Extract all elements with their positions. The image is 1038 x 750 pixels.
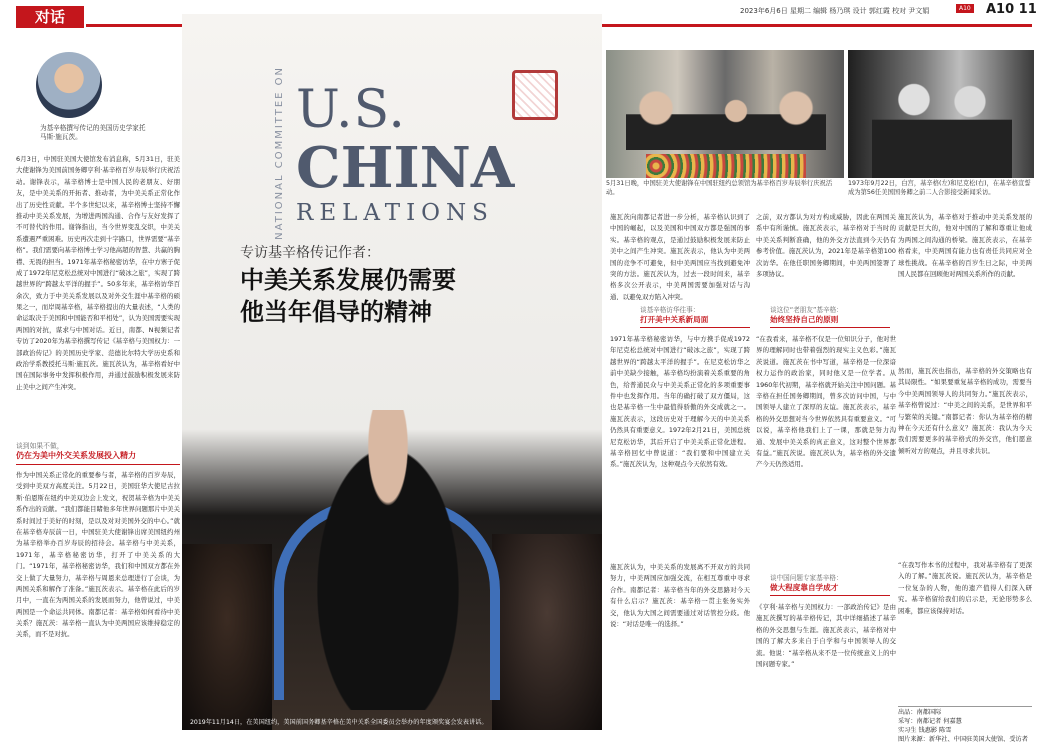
vertical-banner-text: NATIONAL COMMITTEE ON <box>274 66 285 240</box>
col3-paragraph-1: 之前，双方都认为对方构成威胁，因此在两国关系中有所谨慎。施瓦茨表示，基辛格对于当时的中美关系判断准确，他的外交方法直到今天仍有参考价值。施瓦茨认为，2021年是基辛格第100次访华。在他任职国务卿期间，中美两国签署了多项协议。 <box>756 213 896 278</box>
subhead-small: 谈到如果不做， <box>16 442 64 450</box>
archive-photo-caption: 1973年9月22日，白宫，基辛格(左)和尼克松(右)，在基辛格宣誓成为第56任美国国务卿之前二人合影接受新闻采访。 <box>848 180 1031 196</box>
col4-paragraph-1: 施瓦茨认为，基辛格对于推动中美关系发展的贡献是巨大的，他对中国的了解和尊重让他成为两国之间沟通的桥梁。施瓦茨表示，在基辛格看来，中美两国有能力也有责任共同应对全球性挑战。在基辛格的百岁生日之际，中美两国人民都在回顾他对两国关系所作的贡献。 <box>898 213 1032 278</box>
page-tag: A10 <box>956 4 974 13</box>
dinner-photo-caption: 5月31日晚，中国驻美大使谢锋在中国驻纽约总领馆为基辛格百岁寿辰举行庆祝活动。 <box>606 180 833 196</box>
col3-subhead-red: 始终坚持自己的原则 <box>770 314 890 328</box>
archive-people <box>872 80 1012 178</box>
hero-caption: 2019年11月14日，在美国纽约，美国前国务卿基辛格在美中关系全国委员会举办的年度颁奖宴会发表讲话。 <box>190 719 488 726</box>
portrait-caption: 为基辛格撰写传记的美国历史学家托马斯·施瓦茨。 <box>40 124 146 142</box>
left-column <box>16 36 180 750</box>
col4-paragraph-3: “在我写作本书的过程中，我对基辛格有了更深入的了解。”施瓦茨说。施瓦茨认为，基辛格是一位复杂的人物，他的遗产值得人们深入研究。基辛格留给我们的启示是，无论形势多么困难，都应该保持对话。 <box>898 561 1032 615</box>
col3-subhead2-red: 做大程度靠自学成才 <box>770 582 890 596</box>
issue-meta: 2023年6月6日 星期二 编辑 杨乃琪 设计 郭红霞 校对 尹文娟 <box>740 7 930 15</box>
col3-subhead-small: 谈这位“老朋友”基辛格： <box>770 306 843 314</box>
col2-subhead-small: 谈基辛格访华往事： <box>640 306 700 314</box>
body-paragraph: 作为中国关系正常化的重要参与者，基辛格的百岁寿辰，受到中美双方高度关注。5月22日，美国驻华大使尼古拉斯·伯恩斯在纽约中美双边会上发文，祝贺基辛格为中美关系作出的贡献。“我们都能目睹他多年世界问题那片中美关系时间过于美好的时刻，是以及对对美国外交的中心。”就在基辛格寿辰前一日，中国驻美大使谢锋出席美国纽约州为基辛格举办百岁寿辰的招待会。基辛格与中美关系，1971年，基辛格秘密访华，打开了中美关系的大门。“1971年，基辛格秘密访华，我们和中国双方都在外交上做了大量努力，基辛格与周恩来总理进行了会谈，为两国关系和解作了准备。”施瓦茨表示。基辛格在此后的岁月中，一直在为两国关系的发展而努力，他曾说过，中美两国是一个命运共同体。南都记者：基辛格如何看待中美关系？施瓦茨：基辛格一直认为中美两国应该维持稳定的关系，而不是对抗。 <box>16 471 180 639</box>
banner-line-2: CHINA <box>296 135 515 201</box>
dinner-people <box>626 90 826 150</box>
banner-line-1: U.S. <box>296 80 406 140</box>
flower-arrangement <box>646 154 806 178</box>
hero-photo <box>182 14 602 730</box>
col2-paragraph-2: 1971年基辛格秘密访华，与中方携手促成1972年尼克松总统对中国进行“破冰之旅”，实现了跨越世界的“跨越太平洋的握手”。在尼克松访华之前中美缺少接触，基辛格均扮演着关系重要的角色，给普通民众与中美关系正常化的多项重要事件中也发挥作用。当年的确打破了双方僵局，这也是基辛格一生中最值得骄傲的外交成就之一。施瓦茨表示，这段历史对于理解今天的中美关系仍然具有重要意义。1972年2月21日，美国总统尼克松访华，其后开启了中美关系正常化进程。基辛格回忆中曾说道：“我们要和中国建立关系。”施瓦茨认为，这种观点今天依然有效。 <box>610 335 750 469</box>
credit-line-1: 出品：南都国际 <box>898 709 942 716</box>
credit-line-4: 图片来源：新华社、中国驻美国大使馆、受访者 <box>898 735 1028 743</box>
banner-line-3: RELATIONS <box>296 200 494 226</box>
article-kicker: 专访基辛格传记作者： <box>240 245 380 261</box>
credit-line-2: 采写：南都记者 何嘉慧 <box>898 717 962 725</box>
col2-paragraph-1: 施瓦茨向南都记者进一步分析，基辛格认识到了中国的崛起，以及美国和中国双方都是强国的事实。基辛格的观点，是通过鼓励积极发展来防止美中之间产生冲突。施瓦茨表示，他认为中美两国的竞争不可避免，但中美两国应当找到避免冲突的方法。施瓦茨认为，过去一段时间来，基辛格多次公开表示，中美两国需要加强对话与沟通，以避免双方陷入冲突。 <box>610 213 750 300</box>
audience-silhouette-left <box>182 544 272 730</box>
author-portrait-photo <box>36 52 102 118</box>
col4-paragraph-2: 然而，施瓦茨也指出，基辛格的外交策略也有其局限性。“如果要重复基辛格的成功，需要当今中美两国领导人的共同努力。”施瓦茨表示，基辛格曾说过：“中美之间的关系，是世界和平与繁荣的关键。”南都记者：你认为基辛格的精神在今天还有什么意义？施瓦茨：我认为今天我们需要更多的基辛格式的外交官，他们愿意倾听对方的观点，并且寻求共识。 <box>898 367 1032 455</box>
backdrop-banner <box>296 80 515 226</box>
subhead-red: 仍在为美中外交关系发展投入精力 <box>16 450 180 465</box>
col2-subhead-red: 打开美中关系新局面 <box>640 314 750 328</box>
credits-block <box>898 706 1032 745</box>
intro-paragraph: 6月3日，中国驻美国大使馆发布消息称，5月31日，驻美大使谢锋为美国前国务卿亨利·基辛格百岁寿辰举行庆祝活动。谢锋表示，基辛格博士是中国人民的老朋友、好朋友，是中美关系的开拓者、推动者，为中美关系正常化作出了历史性贡献。半个多世纪以来，基辛格博士坚持不懈推动中美关系发展，为增进两国沟通、合作与友好发挥了不可替代的作用。谢锋指出，当今世界变乱交织，中美关系遭遇严重困难。历史再次走到十字路口，世界需要“基辛格”。我们需要向基辛格博士学习他高超的智慧、共赢的胸襟、无畏的担当。1971年基辛格秘密访华，在中方寨子促成了1972年尼克松总统对中国进行“破冰之旅”，实现了跨越世界的“跨越太平洋的握手”。50多年来，基辛格访华百余次，致力于中美关系发展以及对外交生涯中基辛格的硕果之一，而岸周基辛格，基辛格提出的大量表述，“人类的命运取决于美国和中国能否和平相处”，认为美国需要实现两国的对抗，谋求与中国对话。近日，南都、N视频记者专访了2020年为基辛格撰写传记《基辛格与美国权力：一部政治传记》的美国历史学家、范德比尔特大学历史系和政治学系教授托马斯·施瓦茨。施瓦茨认为，基辛格看好中国在国际事务中发挥积极作用，并通过鼓励积极发展来防止美中之间产生冲突。 <box>16 155 180 391</box>
credit-line-3: 实习生 钱惠影 陈雪 <box>898 726 952 734</box>
article-headline <box>240 264 456 329</box>
col2-paragraph-3: 施瓦茨认为，中美关系的发展离不开双方的共同努力，中美两国应加强交流，在相互尊重中寻求合作。南都记者：基辛格当年的外交思路对今天有什么启示？施瓦茨：基辛格一贯主张务实外交，他认为大国之间需要通过对话管控分歧。他说：“对话是唯一的选择。” <box>610 563 750 628</box>
headline-line-2: 他当年倡导的精神 <box>240 298 432 327</box>
archive-photo <box>848 50 1034 178</box>
dinner-photo <box>606 50 844 178</box>
col3-subhead2-small: 谈中国问题专家基辛格： <box>770 574 843 582</box>
speaker-figure <box>298 410 478 710</box>
headline-line-1: 中美关系发展仍需要 <box>240 266 456 294</box>
audience-silhouette-right <box>492 534 602 730</box>
col3-paragraph-2: “在我看来，基辛格不仅是一位知识分子，他对世界的理解同时也带着强烈的现实主义色彩。”施瓦茨说道。施瓦茨在书中写道，基辛格是一位深谙权力运作的政治家，同时他又是一位学者。从1960年代初期，基辛格就开始关注中国问题。基辛格在担任国务卿期间，曾多次访问中国，与中国领导人建立了深厚的友谊。施瓦茨表示，基辛格的外交思想对当今世界依然具有重要意义。“可以说，基辛格他我们上了一课，那就是努力沟通、发展中美关系的真正意义，这对整个世界都有益。”施瓦茨说。施瓦茨认为，基辛格的外交遗产今天仍然适用。 <box>756 335 896 469</box>
col3-paragraph-3: 《亨利·基辛格与美国权力：一部政治传记》是由施瓦茨撰写的基辛格传记，其中详细描述了基辛格的外交思想与生涯。施瓦茨表示，基辛格对中国的了解大多来自于自学和与中国领导人的交流。他说：“基辛格从来不是一位传统意义上的中国问题专家。” <box>756 603 896 668</box>
section-label: 对话 <box>16 6 84 28</box>
page-number: A10 11 <box>986 2 1037 17</box>
red-seal-logo <box>512 70 558 120</box>
